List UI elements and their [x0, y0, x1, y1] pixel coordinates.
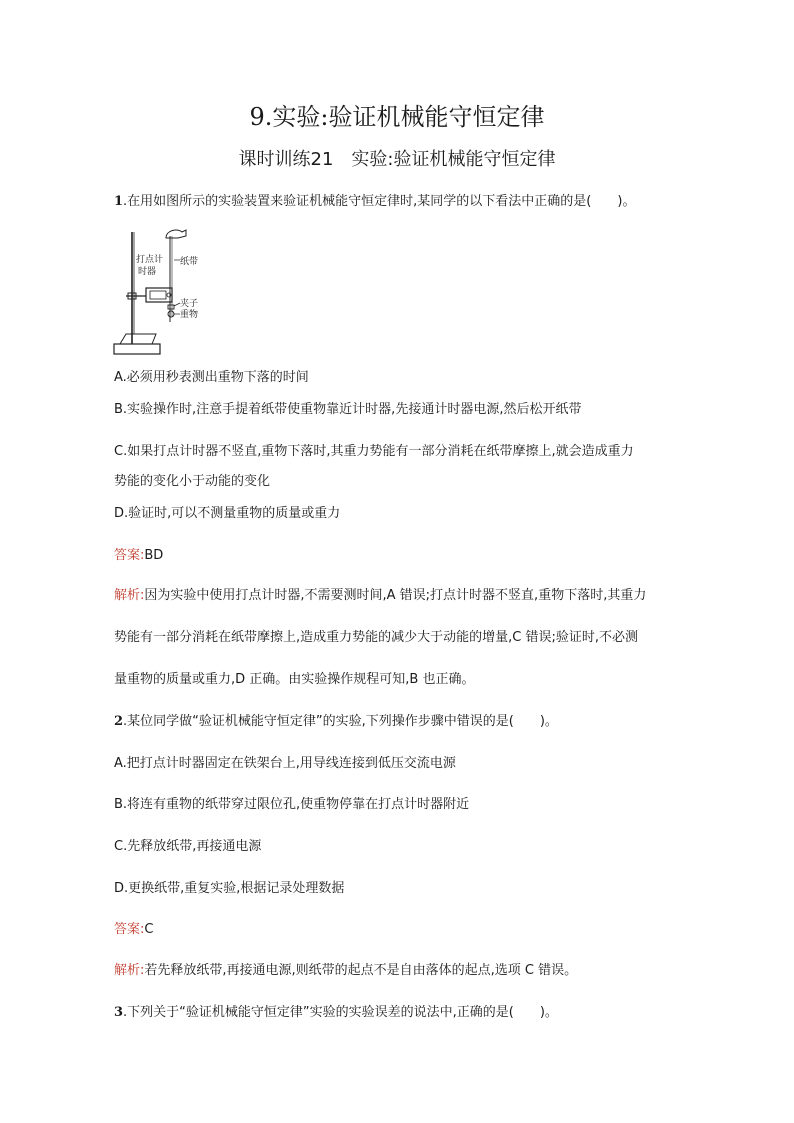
- q2-option-a: A.把打点计时器固定在铁架台上,用导线连接到低压交流电源: [114, 756, 456, 771]
- q3-stem: .下列关于“验证机械能守恒定律”实验的实验误差的说法中,正确的是( )。: [123, 1005, 558, 1020]
- q2-option-d: D.更换纸带,重复实验,根据记录处理数据: [114, 881, 345, 896]
- experiment-apparatus-figure: [112, 226, 212, 358]
- figure-label-weight: 重物: [180, 310, 199, 320]
- q1-answer-label: 答案:: [114, 548, 145, 563]
- figure-label-timer-1: 打点计: [136, 255, 164, 265]
- q1-option-c-line1: C.如果打点计时器不竖直,重物下落时,其重力势能有一部分消耗在纸带摩擦上,就会造成重力: [114, 444, 634, 459]
- q1-option-a: A.必须用秒表测出重物下落的时间: [114, 370, 309, 385]
- q1-number: 1: [114, 194, 124, 209]
- q2-answer: [114, 921, 694, 939]
- q2-stem: .某位同学做“验证机械能守恒定律”的实验,下列操作步骤中错误的是( )。: [123, 714, 558, 729]
- figure-label-clip: 夹子: [180, 299, 199, 309]
- q2-stem-line: [114, 713, 694, 731]
- q1-stem-line: [114, 193, 694, 211]
- q3-stem-line: [114, 1004, 694, 1022]
- q2-answer-label: 答案:: [114, 922, 145, 937]
- q1-analysis-line2: 势能有一部分消耗在纸带摩擦上,造成重力势能的减少大于动能的增量,C 错误;验证时,不必测: [114, 630, 638, 645]
- q1-analysis-line1: [114, 587, 694, 605]
- figure-label-tape: 纸带: [180, 257, 199, 267]
- figure-label-timer-2: 时器: [138, 267, 157, 277]
- q2-analysis-label: 解析:: [114, 963, 145, 978]
- q2-answer-value: C: [144, 922, 154, 937]
- q2-analysis-text: 若先释放纸带,再接通电源,则纸带的起点不是自由落体的起点,选项 C 错误。: [144, 963, 578, 978]
- q1-option-d: D.验证时,可以不测量重物的质量或重力: [114, 506, 341, 521]
- lesson-subtitle: 课时训练21 实验:验证机械能守恒定律: [238, 149, 556, 170]
- q1-answer: [114, 547, 694, 565]
- q1-option-c-line2: 势能的变化小于动能的变化: [114, 474, 271, 489]
- page-title: 9.实验:验证机械能守恒定律: [249, 103, 545, 131]
- q2-analysis: [114, 962, 694, 980]
- q2-option-b: B.将连有重物的纸带穿过限位孔,使重物停靠在打点计时器附近: [114, 797, 470, 812]
- q1-analysis-line3: 量重物的质量或重力,D 正确。由实验操作规程可知,B 也正确。: [114, 672, 475, 687]
- q1-answer-value: BD: [144, 548, 164, 563]
- q2-option-c: C.先释放纸带,再接通电源: [114, 839, 262, 854]
- q1-analysis-label: 解析:: [114, 588, 145, 603]
- q2-number: 2: [114, 714, 124, 729]
- q1-analysis-text1: 因为实验中使用打点计时器,不需要测时间,A 错误;打点计时器不竖直,重物下落时,其重力: [144, 588, 647, 603]
- q1-stem: .在用如图所示的实验装置来验证机械能守恒定律时,某同学的以下看法中正确的是( )。: [123, 194, 636, 209]
- q1-option-b: B.实验操作时,注意手提着纸带使重物靠近计时器,先接通计时器电源,然后松开纸带: [114, 402, 582, 417]
- q3-number: 3: [114, 1005, 124, 1020]
